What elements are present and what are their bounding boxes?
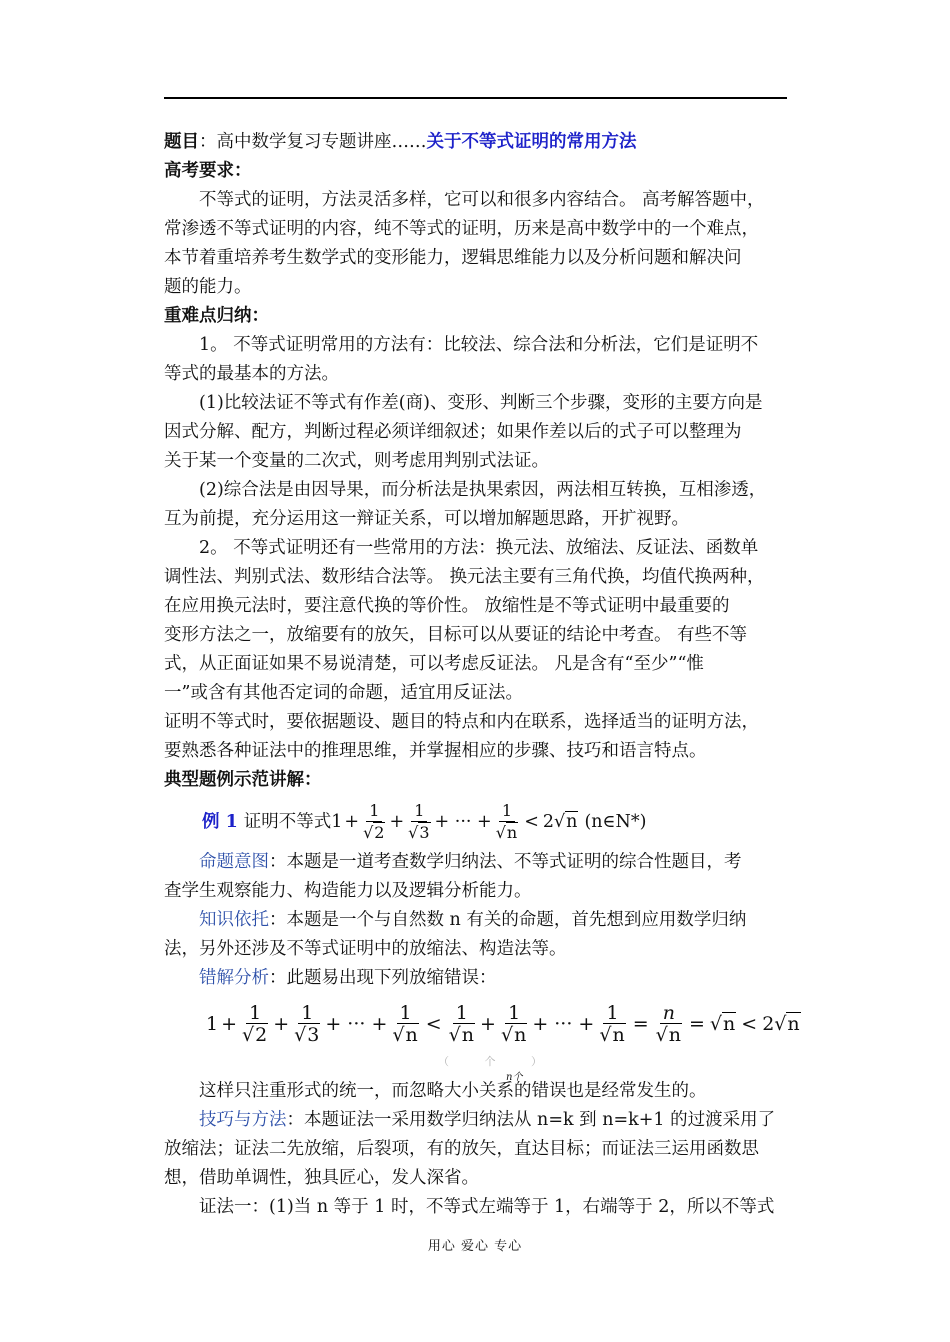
kp-line-8: 2。 不等式证明还有一些常用的方法：换元法、放缩法、反证法、函数单: [199, 538, 759, 558]
example-1-condition: (n∈N*): [584, 812, 647, 832]
req-line-3: 本节着重培养考生数学式的变形能力，逻辑思维能力以及分析问题和解决问: [164, 248, 742, 268]
ef-frac-sqrt3: $\frac{1}{√3}$: [294, 1002, 320, 1046]
method-line-3: 想，借助单调性，独具匠心，发人深省。: [164, 1168, 479, 1188]
method-line-2: 放缩法；证法二先放缩，后裂项，有的放矢，直达目标；而证法三运用函数思: [164, 1139, 759, 1159]
kp-line-12: 式，从正面证如果不易说清楚，可以考虑反证法。 凡是含有“至少”“惟: [164, 654, 704, 674]
example-1-statement: 例 1 证明不等式 1 + $\frac{1}{√2}$ + $\frac{1}{√3}$ + ··· + $\frac{1}{√n}$ < 2 √n (n∈N*): [202, 801, 647, 842]
title-main: 关于不等式证明的常用方法: [426, 132, 637, 152]
req-line-4: 题的能力。: [164, 277, 252, 297]
formula-count-label: n个: [506, 1072, 523, 1083]
document-body: [164, 128, 800, 1222]
kp-line-15: 要熟悉各种证法中的推理思维，并掌握相应的步骤、技巧和语言特点。: [164, 741, 707, 761]
examples-heading: 典型题例示范讲解：: [164, 770, 322, 790]
kp-line-9: 调性法、判别式法、数形结合法等。 换元法主要有三角代换，均值代换两种，: [164, 567, 765, 587]
kp-line-13: 一”或含有其他否定词的命题，适宜用反证法。: [164, 683, 523, 703]
intent-label: 命题意图: [199, 852, 269, 872]
ef-frac-sqrtn: $\frac{1}{√n}$: [392, 1002, 418, 1046]
example-1-prefix: 证明不等式: [243, 812, 332, 832]
header-rule: [164, 97, 787, 99]
method-label: 技巧与方法: [199, 1110, 287, 1130]
document-title: 题目：高中数学复习专题讲座……关于不等式证明的常用方法: [164, 132, 637, 152]
kp-line-1: 1。 不等式证明常用的方法有：比较法、综合法和分析法，它们是证明不: [199, 335, 759, 355]
page-footer: 用心 爱心 专心: [427, 1239, 523, 1254]
title-label: 题目: [164, 132, 199, 152]
intent-line-1: 命题意图：本题是一道考查数学归纳法、不等式证明的综合性题目，考: [199, 852, 742, 872]
kp-line-5: 关于某一个变量的二次式，则考虑用判别式法证。: [164, 451, 549, 471]
req-line-2: 常渗透不等式证明的内容，纯不等式的证明，历来是高中数学中的一个难点，: [164, 219, 759, 239]
basis-label: 知识依托: [199, 910, 269, 930]
frac-1-sqrtn: $\frac{1}{√n}$: [495, 801, 518, 842]
key-points-heading: 重难点归纳：: [164, 306, 269, 326]
method-line-1: 技巧与方法：本题证法一采用数学归纳法从 n=k 到 n=k+1 的过渡采用了: [199, 1110, 776, 1130]
proof-1-line: 证法一：(1)当 n 等于 1 时，不等式左端等于 1，右端等于 2，所以不等式: [199, 1197, 775, 1217]
kp-line-6: (2)综合法是由因导果，而分析法是执果索因，两法相互转换，互相渗透，: [199, 480, 767, 500]
ef-frac-n-3: $\frac{1}{√n}$: [599, 1002, 625, 1046]
formula-underbrace: （ 个 ）: [438, 1055, 558, 1068]
frac-1-sqrt3: $\frac{1}{√3}$: [408, 801, 430, 842]
req-line-1: 不等式的证明，方法灵活多样，它可以和很多内容结合。 高考解答题中，: [199, 190, 765, 210]
kp-line-3: (1)比较法证不等式有作差(商)、变形、判断三个步骤，变形的主要方向是: [199, 393, 763, 413]
kp-line-2: 等式的最基本的方法。: [164, 364, 339, 384]
error-line: 错解分析：此题易出现下列放缩错误：: [199, 968, 497, 988]
ef-frac-n-over-sqrtn: $\frac{n}{√n}$: [655, 1002, 681, 1046]
error-formula: 1 + $\frac{1}{√2}$ + $\frac{1}{√3}$ + ··· + $\frac{1}{√n}$ < $\frac{1}{√n}$ + $\frac{1}{√n}$ + ··· + $\frac{1}{√n}$ = $\frac{n}{√n}$ = √n < 2 √n （ 个 ） n个: [206, 1003, 787, 1077]
frac-1-sqrt2: $\frac{1}{√2}$: [363, 801, 385, 842]
requirements-heading: 高考要求：: [164, 161, 252, 181]
kp-line-11: 变形方法之一，放缩要有的放矢，目标可以从要证的结论中考查。 有些不等: [164, 625, 748, 645]
kp-line-4: 因式分解、配方，判断过程必须详细叙述；如果作差以后的式子可以整理为: [164, 422, 742, 442]
ef-frac-n-1: $\frac{1}{√n}$: [448, 1002, 475, 1046]
basis-line-2: 法，另外还涉及不等式证明中的放缩法、构造法等。: [164, 939, 567, 959]
basis-line-1: 知识依托：本题是一个与自然数 n 有关的命题，首先想到应用数学归纳: [199, 910, 747, 930]
kp-line-14: 证明不等式时，要依据题设、题目的特点和内在联系，选择适当的证明方法，: [164, 712, 759, 732]
kp-line-7: 互为前提，充分运用这一辩证关系，可以增加解题思路，开扩视野。: [164, 509, 689, 529]
example-1-label: 例 1: [202, 812, 238, 832]
title-prefix: 高中数学复习专题讲座: [216, 132, 392, 152]
intent-line-2: 查学生观察能力、构造能力以及逻辑分析能力。: [164, 881, 532, 901]
error-label: 错解分析: [199, 968, 269, 988]
ef-frac-n-2: $\frac{1}{√n}$: [500, 1002, 527, 1046]
ef-frac-sqrt2: $\frac{1}{√2}$: [242, 1002, 268, 1046]
kp-line-10: 在应用换元法时，要注意代换的等价性。 放缩性是不等式证明中最重要的: [164, 596, 730, 616]
after-formula: 这样只注重形式的统一，而忽略大小关系的错误也是经常发生的。: [199, 1081, 707, 1101]
